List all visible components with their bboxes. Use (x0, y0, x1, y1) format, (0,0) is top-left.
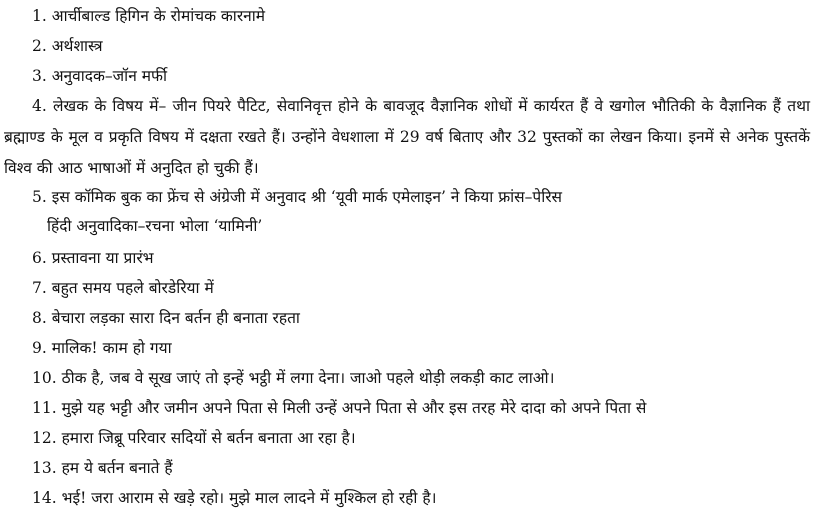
list-item-3: 3. अनुवादक–जॉन मर्फी (32, 67, 167, 85)
list-item-10: 10. ठीक है, जब वे सूख जाएं तो इन्हें भट्ठी में लगा देना। जाओ पहले थोड़ी लकड़ी काट लाओ। (32, 369, 555, 387)
list-item-4-paragraph: 4. लेखक के विषय में– जीन पियरे पैटिट, सेवानिवृत्त होने के बावजूद वैज्ञानिक शोधों में कार्यरत हैं वे खगोल भौतिकी के वैज्ञानिक हैं तथा ब्रह्माण्ड के मूल व प्रकृति विषय में दक्षता रखते हैं। उन्होंने वेधशाला में 29 वर्ष बिताए और 32 पुस्तकों का लेखन किया। इनमें से अनेक पुस्तकें विश्व की आठ भाषाओं में अनुदित हो चुकी हैं। (4, 97, 810, 177)
list-item-1: 1. आर्चीबाल्ड हिगिन के रोमांचक कारनामे (32, 7, 266, 25)
list-item-11: 11. मुझे यह भट्टी और जमीन अपने पिता से मिली उन्हें अपने पिता से और इस तरह मेरे दादा को अपने पिता से (32, 399, 647, 417)
list-item-12: 12. हमारा जिब्रू परिवार सदियों से बर्तन बनाता आ रहा है। (32, 429, 356, 447)
list-item-5-translator: हिंदी अनुवादिका–रचना भोला ‘यामिनी’ (47, 217, 263, 235)
list-item-14: 14. भई! जरा आराम से खड़े रहो। मुझे माल लादने में मुश्किल हो रही है। (32, 489, 437, 507)
list-item-5: 5. इस कॉमिक बुक का फ्रेंच से अंग्रेजी में अनुवाद श्री ‘यूवी मार्क एमेलाइन’ ने किया फ्रांस–पेरिस (32, 188, 563, 206)
list-item-7: 7. बहुत समय पहले बोरडेरिया में (32, 279, 214, 297)
list-item-13: 13. हम ये बर्तन बनाते हैं (32, 459, 173, 477)
list-item-2: 2. अर्थशास्त्र (32, 37, 103, 55)
list-item-6: 6. प्रस्तावना या प्रारंभ (32, 249, 154, 267)
list-item-9: 9. मालिक! काम हो गया (32, 339, 172, 357)
list-item-8: 8. बेचारा लड़का सारा दिन बर्तन ही बनाता रहता (32, 309, 300, 327)
